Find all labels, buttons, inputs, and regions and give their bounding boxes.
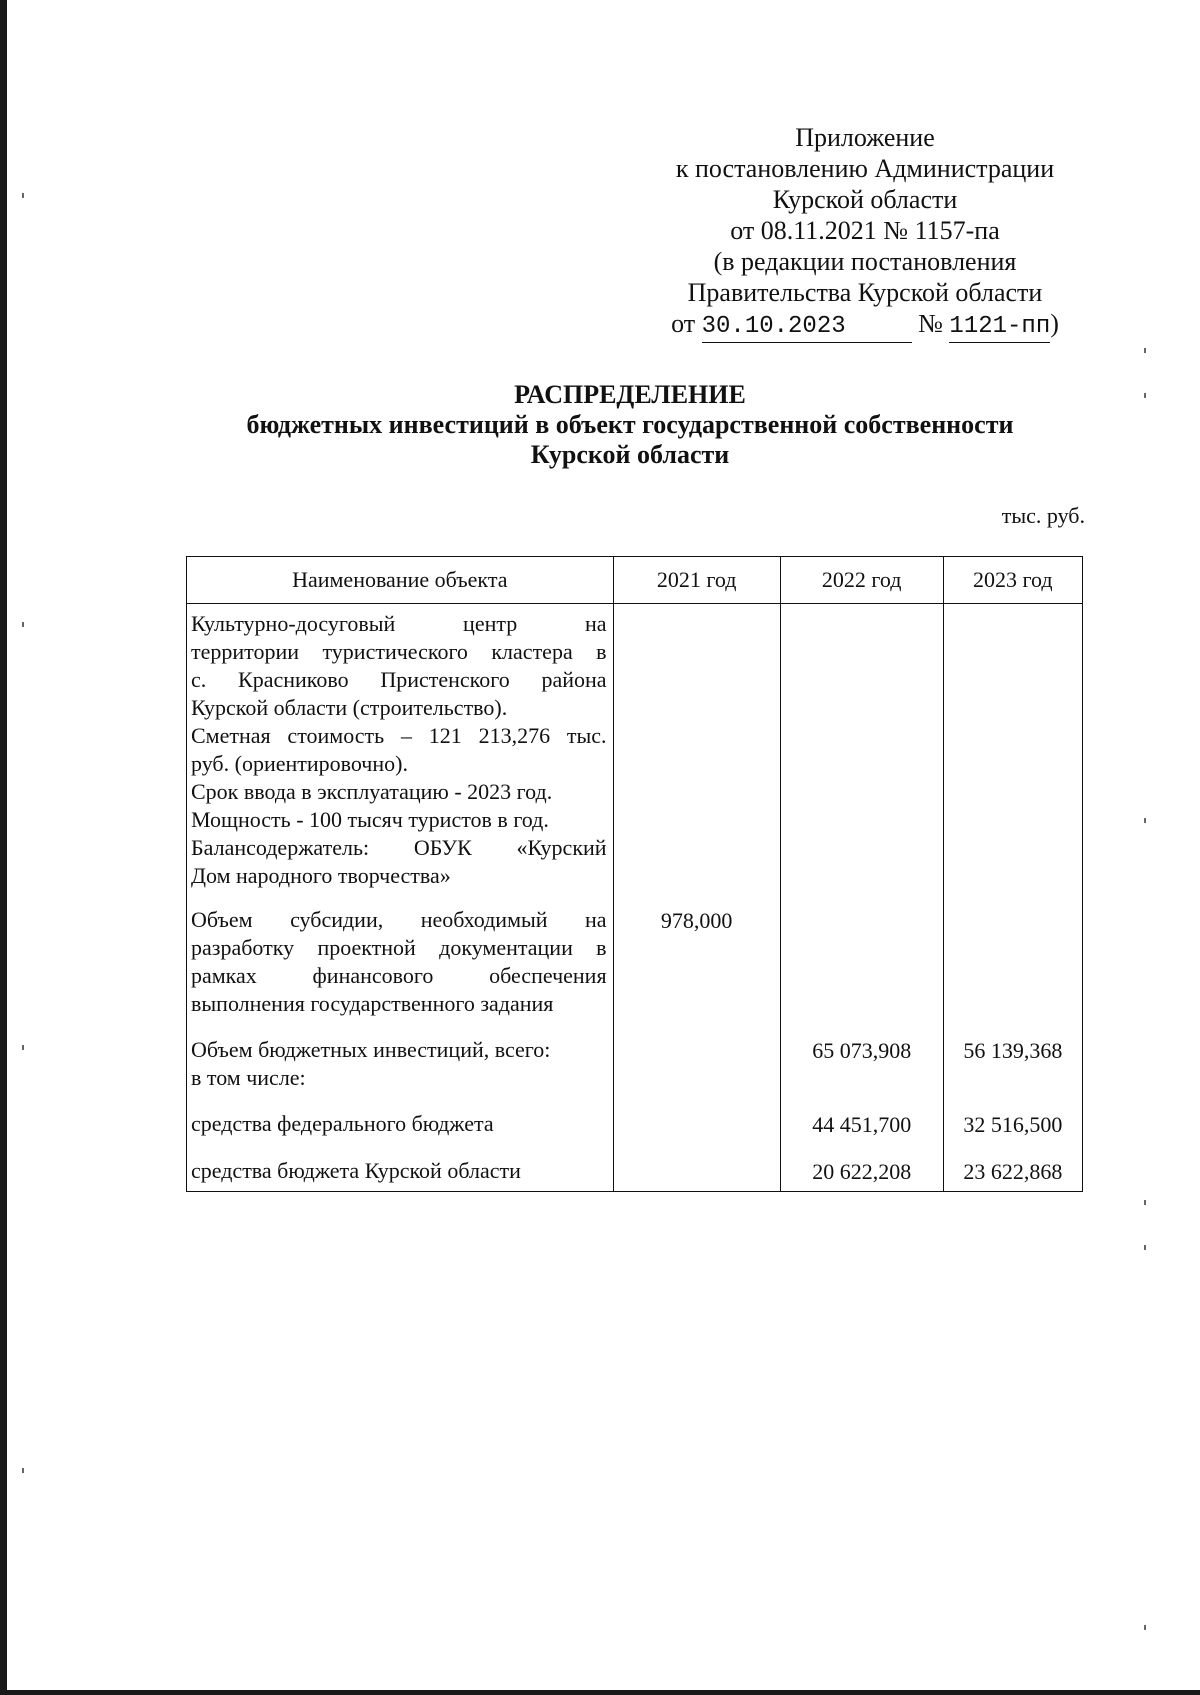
description-line: Культурно-досуговый центр на [191,611,607,636]
table-row-federal [187,1110,1083,1157]
date-field [702,308,912,343]
appendix-line: Правительства Курской области [687,278,1043,307]
scan-speck [1144,818,1146,823]
description-line: Курской области (строительство). [191,695,508,720]
scan-speck [1144,1625,1146,1630]
appendix-line: Курской области [772,185,958,214]
title-heading: РАСПРЕДЕЛЕНИЕ [514,380,746,409]
cell-2023 [943,604,1082,907]
appendix-line: (в редакции постановления [713,247,1017,276]
description-line: с. Красниково Пристенского района [191,667,607,692]
cell-2021 [613,1110,780,1157]
investments-sublabel: в том числе: [191,1065,306,1090]
description-line: территории туристического кластера в [191,639,607,664]
table-row-regional [187,1157,1083,1192]
header-object-name: Наименование объекта [187,557,614,604]
title-subheading: Курской области [530,440,730,469]
header-2022: 2022 год [780,557,943,604]
cell-2022 [780,906,943,1036]
regional-label: средства бюджета Курской области [187,1157,614,1192]
appendix-line: к постановлению Администрации [675,154,1055,183]
document-title [180,380,1080,470]
federal-2022: 44 451,700 [780,1110,943,1157]
scan-speck [1144,1245,1146,1250]
regional-2022: 20 622,208 [780,1157,943,1192]
units-label: тыс. руб. [1001,503,1085,528]
description-line: Мощность - 100 тысяч туристов в год. [191,807,549,832]
description-line: руб. (ориентировочно). [191,751,408,776]
description-line: Сметная стоимость – 121 213,276 тыс. [191,723,607,748]
header-2023: 2023 год [943,557,1082,604]
investments-label-cell [187,1036,614,1110]
cell-2023 [943,906,1082,1036]
federal-2023: 32 516,500 [943,1110,1082,1157]
subsidy-2021: 978,000 [613,906,780,1036]
investments-2023: 56 139,368 [943,1036,1082,1110]
regional-2023: 23 622,868 [943,1157,1082,1192]
scan-speck [22,622,24,627]
subsidy-label-cell [187,906,614,1036]
cell-2021 [613,604,780,907]
scan-speck [22,1468,24,1473]
cell-2021 [613,1036,780,1110]
investment-table [186,556,1083,1192]
description-line: Срок ввода в эксплуатацию - 2023 год. [191,779,553,804]
appendix-line: Приложение [795,123,935,152]
appendix-date-line [650,308,1080,343]
scan-speck [1144,348,1146,353]
number-field [949,308,1050,343]
cell-2022 [780,604,943,907]
date-prefix: от [671,309,696,338]
scan-speck [1144,1200,1146,1205]
table-row-object [187,604,1083,907]
subsidy-label: Объем субсидии, необходимый на разработку проектной документации в рамках финансового обеспечения выполнения государственного задания [191,907,607,1016]
number-prefix: № [918,309,943,338]
header-2021: 2021 год [613,557,780,604]
title-subheading: бюджетных инвестиций в объект государственной собственности [246,410,1014,439]
table-header-row [187,557,1083,604]
investments-label: Объем бюджетных инвестиций, всего: [191,1037,551,1062]
scan-speck [22,1045,24,1050]
federal-label: средства федерального бюджета [187,1110,614,1157]
scan-edge-left [0,0,7,1695]
investments-2022: 65 073,908 [780,1036,943,1110]
number-value: 1121-пп [949,313,1051,340]
appendix-line: от 08.11.2021 № 1157-па [730,216,1000,245]
scan-edge-bottom [0,1690,1200,1695]
scan-speck [22,193,24,198]
appendix-block [650,122,1080,343]
object-description [187,604,614,907]
cell-2021 [613,1157,780,1192]
scan-speck [1144,393,1146,398]
description-line: Дом народного творчества» [191,863,451,888]
table-row-subsidy [187,906,1083,1036]
date-value: 30.10.2023 [701,313,846,340]
number-suffix: ) [1050,309,1059,338]
description-line: Балансодержатель: ОБУК «Курский [191,835,607,860]
table-row-investments [187,1036,1083,1110]
